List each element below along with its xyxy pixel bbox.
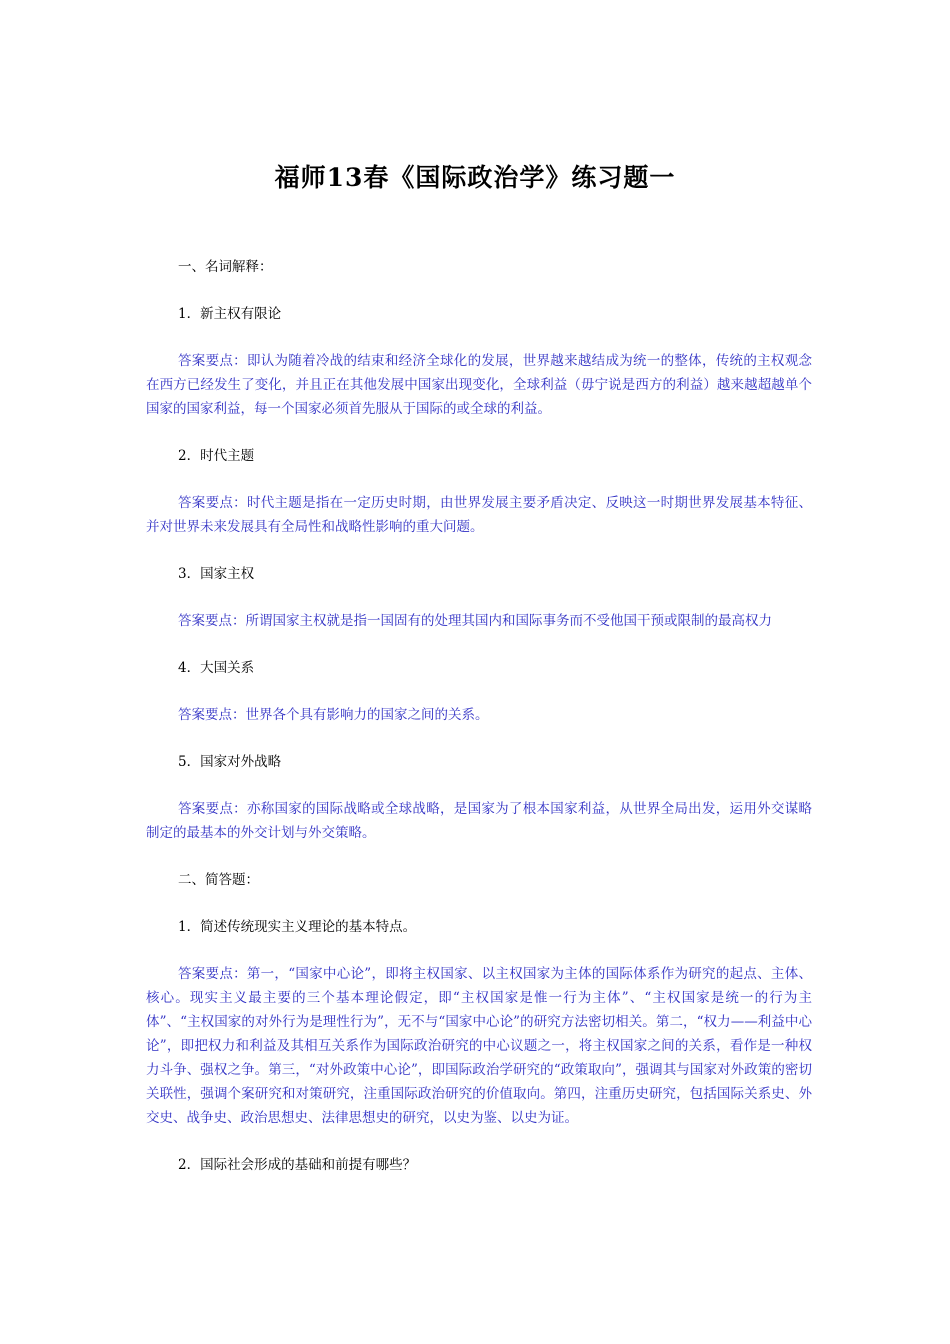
question-item: 5．国家对外战略 [178, 754, 282, 770]
answer-text: 答案要点：即认为随着冷战的结束和经济全球化的发展，世界越来越结成为统一的整体，传统的主权观念在西方已经发生了变化，并且正在其他发展中国家出现变化，全球利益（毋宁说是西方的利益）越来越超越单个国家的国家利益，每一个国家必须首先服从于国际的或全球的利益。 [146, 353, 812, 417]
question-item: 3．国家主权 [178, 566, 255, 582]
question-item: 4．大国关系 [178, 660, 255, 676]
page-title: 福师13春《国际政治学》练习题一 [274, 163, 676, 192]
section-heading-short-answer: 二、简答题： [178, 872, 259, 888]
answer-text: 答案要点：世界各个具有影响力的国家之间的关系。 [178, 707, 489, 723]
answer-text: 答案要点：时代主题是指在一定历史时期，由世界发展主要矛盾决定、反映这一时期世界发展基本特征、并对世界未来发展具有全局性和战略性影响的重大问题。 [146, 495, 812, 535]
question-item: 2．时代主题 [178, 448, 255, 464]
section-heading-terms: 一、名词解释： [178, 259, 273, 275]
answer-text: 答案要点：第一，“国家中心论”，即将主权国家、以主权国家为主体的国际体系作为研究的起点、主体、核心。现实主义最主要的三个基本理论假定，即“主权国家是惟一行为主体”、“主权国家是统一的行为主体”、“主权国家的对外行为是理性行为”，无不与“国家中心论”的研究方法密切相关。第二，“权力——利益中心论”，即把权力和利益及其相互关系作为国际政治研究的中心议题之一，将主权国家之间的关系，看作是一种权力斗争、强权之争。第三，“对外政策中心论”，即国际政治学研究的“政策取向”，强调其与国家对外政策的密切关联性，强调个案研究和对策研究，注重国际政治研究的价值取向。第四，注重历史研究，包括国际关系史、外交史、战争史、政治思想史、法律思想史的研究，以史为鉴、以史为证。 [146, 966, 812, 1126]
question-item: 2．国际社会形成的基础和前提有哪些？ [178, 1157, 417, 1173]
answer-text: 答案要点：所谓国家主权就是指一国固有的处理其国内和国际事务而不受他国干预或限制的最高权力 [178, 613, 772, 629]
question-item: 1．简述传统现实主义理论的基本特点。 [178, 919, 417, 935]
answer-text: 答案要点：亦称国家的国际战略或全球战略，是国家为了根本国家利益，从世界全局出发，运用外交谋略制定的最基本的外交计划与外交策略。 [146, 801, 812, 841]
question-item: 1．新主权有限论 [178, 306, 282, 322]
document-body [146, 255, 812, 1177]
